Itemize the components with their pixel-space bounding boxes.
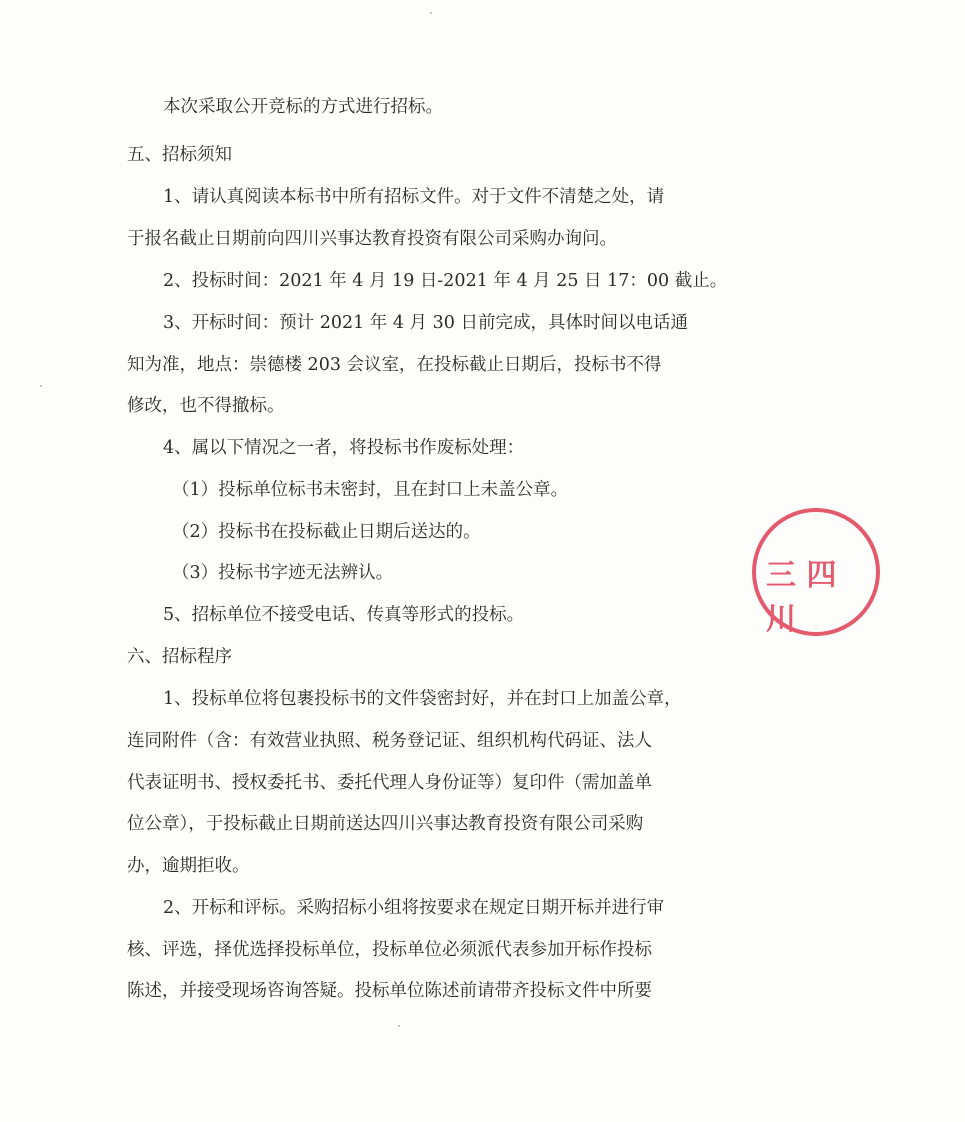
sub-item-line: （2）投标书在投标截止日期后送达的。: [172, 522, 481, 542]
seal-text: 三 四 川: [766, 558, 837, 637]
section-heading-bidding-notice: 五、招标须知: [127, 145, 232, 165]
paragraph-line: 陈述，并接受现场咨询答疑。投标单位陈述前请带齐投标文件中所要: [127, 981, 652, 1001]
paragraph-line: 5、招标单位不接受电话、传真等形式的投标。: [163, 605, 525, 625]
paragraph-line: 修改，也不得撤标。: [127, 396, 285, 416]
paragraph-line: 核、评选，择优选择投标单位，投标单位必须派代表参加开标作投标: [127, 940, 652, 960]
paragraph-line: 知为准，地点：崇德楼 203 会议室，在投标截止日期后，投标书不得: [127, 355, 662, 375]
sub-item-line: （1）投标单位标书未密封，且在封口上未盖公章。: [172, 480, 569, 500]
paragraph-line: 代表证明书、授权委托书、委托代理人身份证等）复印件（需加盖单: [127, 773, 652, 793]
scan-speck: [430, 12, 432, 14]
paragraph-line: 4、属以下情况之一者，将投标书作废标处理：: [163, 438, 525, 458]
official-seal: [752, 508, 880, 636]
paragraph-line: 连同附件（含：有效营业执照、税务登记证、组织机构代码证、法人: [127, 731, 652, 751]
paragraph-line: 位公章），于投标截止日期前送达四川兴事达教育投资有限公司采购: [127, 814, 644, 834]
paragraph-line: 2、投标时间：2021 年 4 月 19 日-2021 年 4 月 25 日 17：00 截止。: [163, 271, 728, 291]
paragraph-line: 2、开标和评标。采购招标小组将按要求在规定日期开标并进行审: [163, 898, 665, 918]
paragraph-line: 3、开标时间：预计 2021 年 4 月 30 日前完成，具体时间以电话通: [163, 313, 688, 333]
paragraph-line: 于报名截止日期前向四川兴事达教育投资有限公司采购办询问。: [127, 229, 617, 249]
scan-speck: [398, 1025, 400, 1027]
section-heading-bidding-procedure: 六、招标程序: [127, 647, 232, 667]
paragraph-line: 1、请认真阅读本标书中所有招标文件。对于文件不清楚之处，请: [163, 187, 665, 207]
paragraph-line: 办，逾期拒收。: [127, 856, 250, 876]
intro-line: 本次采取公开竞标的方式进行招标。: [163, 97, 443, 117]
paragraph-line: 1、投标单位将包裹投标书的文件袋密封好，并在封口上加盖公章，: [163, 689, 682, 709]
sub-item-line: （3）投标书字迹无法辨认。: [172, 563, 394, 583]
scan-speck: [40, 385, 42, 387]
